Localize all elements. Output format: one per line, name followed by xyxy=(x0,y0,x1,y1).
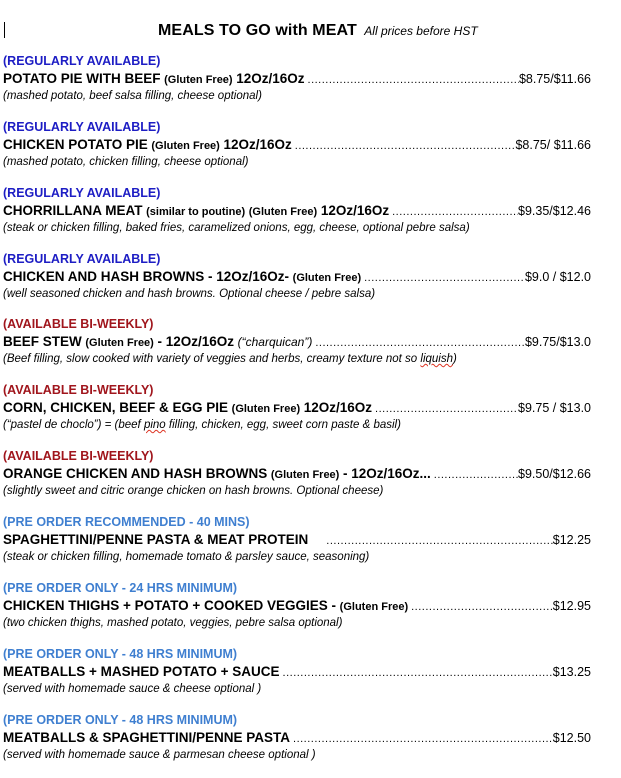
item-description: (steak or chicken filling, homemade tomato & parsley sauce, seasoning) xyxy=(3,551,370,563)
item-price: $9.50/$12.66 xyxy=(518,467,591,481)
availability-tag: (AVAILABLE BI-WEEKLY) xyxy=(3,383,154,397)
item-line xyxy=(3,728,591,747)
menu-item xyxy=(3,712,591,764)
item-description: (two chicken thighs, mashed potato, veggies, pebre salsa optional) xyxy=(3,617,343,629)
spellcheck-word: liquish xyxy=(420,353,454,365)
price-note: All prices before HST xyxy=(364,24,478,38)
item-line xyxy=(3,201,591,220)
dot-leader xyxy=(283,664,553,683)
menu-item xyxy=(3,580,591,632)
item-line xyxy=(3,267,591,286)
item-line xyxy=(3,596,591,615)
availability-tag: (AVAILABLE BI-WEEKLY) xyxy=(3,449,154,463)
spellcheck-word: pino xyxy=(143,419,166,431)
availability-tag: (PRE ORDER RECOMMENDED - 40 MINS) xyxy=(3,515,250,529)
item-name: MEATBALLS + MASHED POTATO + SAUCE xyxy=(3,664,280,679)
item-size: - 12Oz/16Oz... xyxy=(342,466,431,481)
item-price: $12.50 xyxy=(552,731,591,745)
item-line xyxy=(3,69,591,88)
item-name: MEATBALLS & SPAGHETTINI/PENNE PASTA xyxy=(3,730,291,745)
item-line xyxy=(3,332,591,351)
item-price: $9.35/$12.46 xyxy=(518,204,591,218)
availability-tag: (REGULARLY AVAILABLE) xyxy=(3,54,161,68)
item-description: (steak or chicken filling, baked fries, caramelized onions, egg, cheese, optional pebre salsa) xyxy=(3,222,470,234)
menu-item xyxy=(3,514,591,566)
description-text: (Beef filling, slow cooked with variety of veggies and herbs, creamy texture not so xyxy=(3,353,421,365)
dot-leader xyxy=(295,137,516,156)
item-name: CHICKEN POTATO PIE xyxy=(3,137,148,152)
menu-item xyxy=(3,646,591,698)
item-line xyxy=(3,398,591,417)
menu-item xyxy=(3,119,591,171)
description-text-end: filling, chicken, egg, sweet corn paste & basil) xyxy=(165,419,401,431)
item-description xyxy=(3,417,591,434)
dot-leader xyxy=(293,730,553,749)
gluten-free-label: (Gluten Free) xyxy=(231,403,301,415)
gluten-free-label: (Gluten Free) xyxy=(85,337,154,349)
availability-tag: (REGULARLY AVAILABLE) xyxy=(3,252,161,266)
item-size: 12Oz/16Oz xyxy=(320,203,390,218)
availability-tag: (PRE ORDER ONLY - 48 HRS MINIMUM) xyxy=(3,647,238,661)
item-alias: (“charquican”) xyxy=(237,335,313,349)
availability-tag: (PRE ORDER ONLY - 48 HRS MINIMUM) xyxy=(3,713,238,727)
page-header xyxy=(158,22,478,40)
availability-tag: (REGULARLY AVAILABLE) xyxy=(3,186,161,200)
gluten-free-label: (Gluten Free) xyxy=(270,469,340,481)
gluten-free-label: (Gluten Free) xyxy=(164,74,233,86)
item-price: $9.75/$13.0 xyxy=(524,335,591,349)
item-price: $12.25 xyxy=(552,533,591,547)
item-price: $12.95 xyxy=(552,599,591,613)
item-line xyxy=(3,530,591,549)
menu-item xyxy=(3,251,591,303)
item-description: (well seasoned chicken and hash browns. Optional cheese / pebre salsa) xyxy=(3,288,376,300)
item-size: 12Oz/16Oz xyxy=(223,137,292,152)
item-name: POTATO PIE WITH BEEF xyxy=(3,71,161,86)
item-line xyxy=(3,135,591,154)
availability-tag: (PRE ORDER ONLY - 24 HRS MINIMUM) xyxy=(3,581,238,595)
item-price: $13.25 xyxy=(552,665,591,679)
item-size: - 12Oz/16Oz xyxy=(157,334,234,349)
item-description: (mashed potato, beef salsa filling, cheese optional) xyxy=(3,90,262,102)
item-name: CORN, CHICKEN, BEEF & EGG PIE xyxy=(3,400,229,415)
item-price: $9.75 / $13.0 xyxy=(518,401,591,415)
gluten-free-label: (Gluten Free) xyxy=(248,206,318,218)
dot-leader xyxy=(364,269,525,288)
item-name: BEEF STEW xyxy=(3,334,82,349)
gluten-free-label: (Gluten Free) xyxy=(292,272,362,284)
item-name: CHICKEN AND HASH BROWNS - 12Oz/16Oz- xyxy=(3,269,290,284)
item-description: (slightly sweet and citric orange chicken on hash browns. Optional cheese) xyxy=(3,485,384,497)
availability-tag: (AVAILABLE BI-WEEKLY) xyxy=(3,317,154,331)
item-description: (mashed potato, chicken filling, cheese optional) xyxy=(3,156,249,168)
text-cursor xyxy=(4,22,5,38)
dot-leader xyxy=(411,598,553,617)
item-size: 12Oz/16Oz xyxy=(303,400,373,415)
menu-item xyxy=(3,382,591,434)
item-name: CHICKEN THIGHS + POTATO + COOKED VEGGIES - xyxy=(3,598,337,613)
item-description: (served with homemade sauce & cheese optional ) xyxy=(3,683,262,695)
menu-item xyxy=(3,53,591,105)
item-description: (served with homemade sauce & parmesan cheese optional ) xyxy=(3,749,316,761)
item-description xyxy=(3,351,591,368)
item-size: 12Oz/16Oz xyxy=(236,71,305,86)
item-name: CHORRILLANA MEAT xyxy=(3,203,143,218)
item-line xyxy=(3,464,591,483)
menu-item xyxy=(3,448,591,500)
gluten-free-label: (Gluten Free) xyxy=(339,601,409,613)
dot-leader xyxy=(308,71,519,90)
item-name: SPAGHETTINI/PENNE PASTA & MEAT PROTEIN xyxy=(3,532,309,547)
gluten-free-label: (Gluten Free) xyxy=(151,140,220,152)
page-title: MEALS TO GO with MEAT xyxy=(158,22,357,39)
item-price: $8.75/$11.66 xyxy=(518,72,591,86)
item-price: $8.75/ $11.66 xyxy=(515,138,591,152)
item-line xyxy=(3,662,591,681)
description-text-end: ) xyxy=(453,353,457,365)
item-price: $9.0 / $12.0 xyxy=(524,270,591,284)
dot-leader xyxy=(434,466,518,485)
item-name: ORANGE CHICKEN AND HASH BROWNS xyxy=(3,466,268,481)
similar-note: (similar to poutine) xyxy=(146,206,246,218)
menu-item xyxy=(3,316,591,368)
availability-tag: (REGULARLY AVAILABLE) xyxy=(3,120,161,134)
menu-item xyxy=(3,185,591,237)
description-text: (“pastel de choclo”) = (beef xyxy=(3,419,144,431)
